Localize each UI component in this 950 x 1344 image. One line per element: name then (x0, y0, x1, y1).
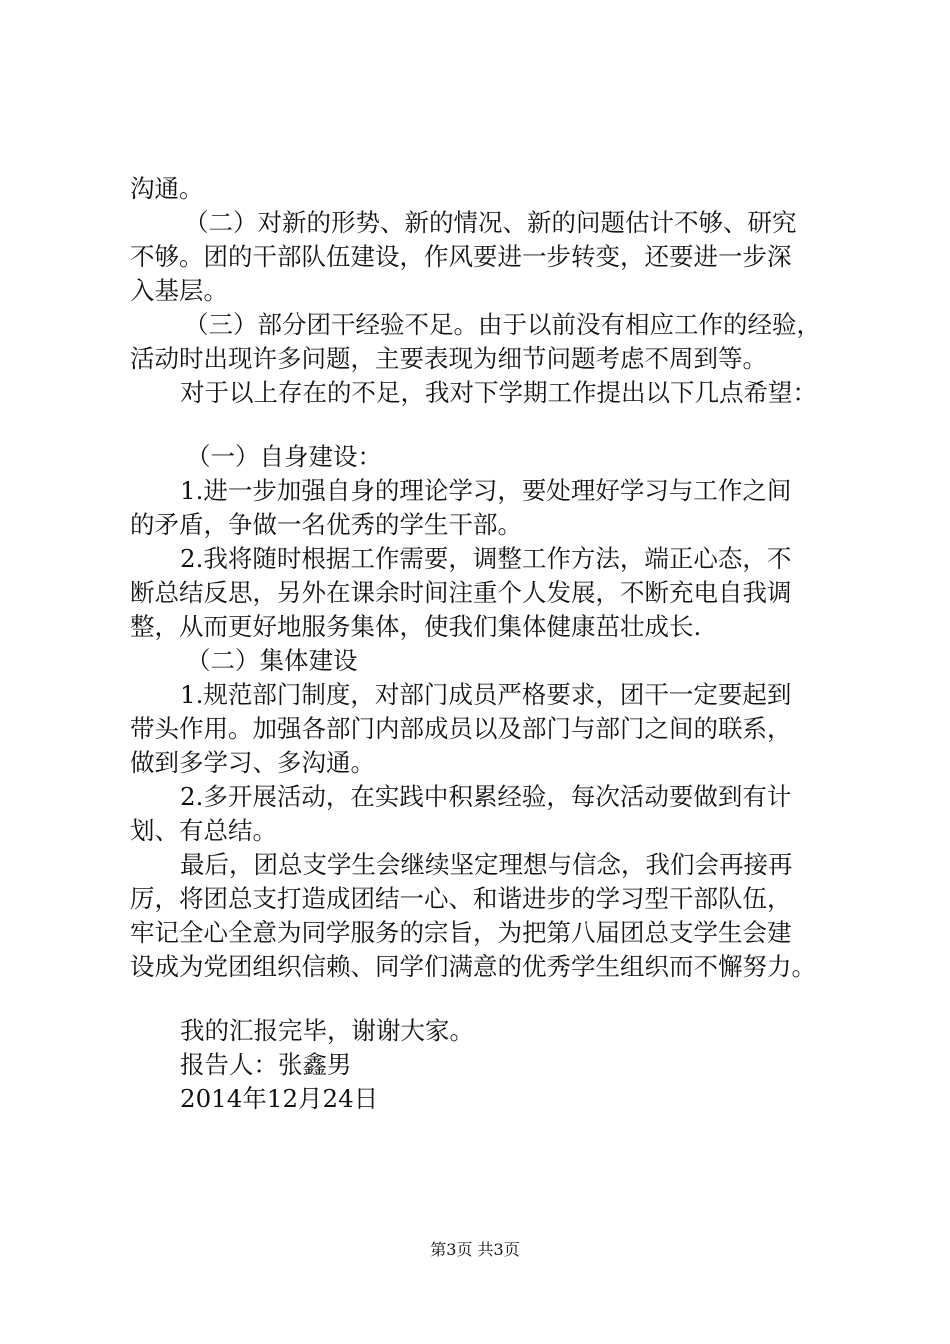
paragraph-line: 整，从而更好地服务集体，使我们集体健康茁壮成长. (130, 612, 702, 641)
paragraph-line: 最后，团总支学生会继续坚定理想与信念，我们会再接再 (180, 850, 793, 879)
paragraph-line: 的矛盾，争做一名优秀的学生干部。 (130, 510, 522, 539)
reporter-line: 报告人：张鑫男 (180, 1050, 352, 1079)
paragraph-line: 2.多开展活动，在实践中积累经验，每次活动要做到有计 (180, 782, 792, 811)
paragraph-line: 2.我将随时根据工作需要，调整工作方法，端正心态，不 (180, 544, 792, 573)
section-heading: （一）自身建设： (186, 442, 382, 471)
section-heading: （二）集体建设 (186, 646, 358, 675)
report-date: 2014年12月24日 (180, 1084, 379, 1113)
paragraph-line: 划、有总结。 (130, 816, 277, 845)
paragraph-line: （三）部分团干经验不足。由于以前没有相应工作的经验， (184, 310, 821, 339)
paragraph-line: 不够。团的干部队伍建设，作风要进一步转变，还要进一步深 (130, 242, 792, 271)
paragraph-line: （二）对新的形势、新的情况、新的问题估计不够、研究 (184, 208, 797, 237)
paragraph-line: 活动时出现许多问题，主要表现为细节问题考虑不周到等。 (130, 344, 767, 373)
paragraph-line: 厉，将团总支打造成团结一心、和谐进步的学习型干部队伍， (130, 884, 792, 913)
paragraph-line: 入基层。 (130, 276, 228, 305)
paragraph-line: 做到多学习、多沟通。 (130, 748, 375, 777)
paragraph-line: 牢记全心全意为同学服务的宗旨，为把第八届团总支学生会建 (130, 918, 792, 947)
page-footer: 第3页 共3页 (430, 1240, 520, 1259)
paragraph-line: 带头作用。加强各部门内部成员以及部门与部门之间的联系， (130, 714, 792, 743)
paragraph-line: 设成为党团组织信赖、同学们满意的优秀学生组织而不懈努力。 (130, 952, 816, 981)
closing-remark: 我的汇报完毕，谢谢大家。 (180, 1016, 474, 1045)
paragraph-line: 断总结反思，另外在课余时间注重个人发展，不断充电自我调 (130, 578, 792, 607)
paragraph-line: 1.规范部门制度，对部门成员严格要求，团干一定要起到 (180, 680, 792, 709)
paragraph-line: 沟通。 (130, 174, 204, 203)
paragraph-line: 1.进一步加强自身的理论学习，要处理好学习与工作之间 (180, 476, 792, 505)
paragraph-line: 对于以上存在的不足，我对下学期工作提出以下几点希望： (180, 378, 817, 407)
